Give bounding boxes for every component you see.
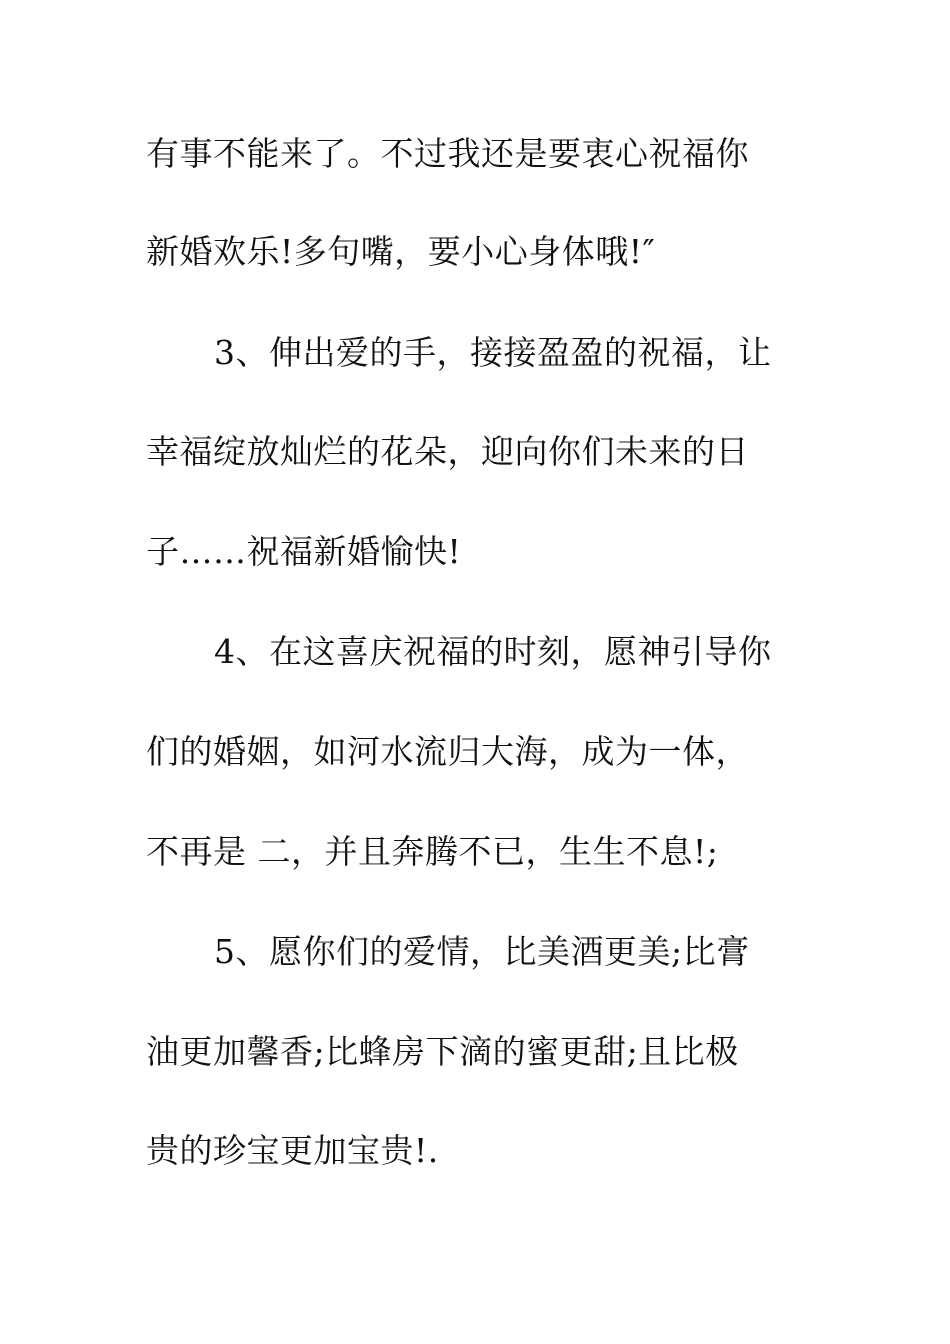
paragraph-4-start: 4、在这喜庆祝福的时刻，愿神引导你 xyxy=(214,632,772,671)
text-line: 们的婚姻，如河水流归大海，成为一体， xyxy=(146,732,749,771)
text-line: 子……祝福新婚愉快! xyxy=(146,532,462,571)
text-line: 不再是 二，并且奔腾不已，生生不息!; xyxy=(146,832,719,871)
text-line: 幸福绽放灿烂的花朵，迎向你们未来的日 xyxy=(146,432,749,471)
text-line: 贵的珍宝更加宝贵!. xyxy=(146,1131,439,1170)
text-line: 油更加馨香;比蜂房下滴的蜜更甜;且比极 xyxy=(146,1032,739,1071)
text-line: 新婚欢乐!多句嘴，要小心身体哦!″ xyxy=(146,232,656,271)
paragraph-3-start: 3、伸出爱的手，接接盈盈的祝福，让 xyxy=(214,333,772,372)
text-line: 有事不能来了。不过我还是要衷心祝福你 xyxy=(146,134,749,173)
paragraph-5-start: 5、愿你们的爱情，比美酒更美;比膏 xyxy=(214,932,750,971)
